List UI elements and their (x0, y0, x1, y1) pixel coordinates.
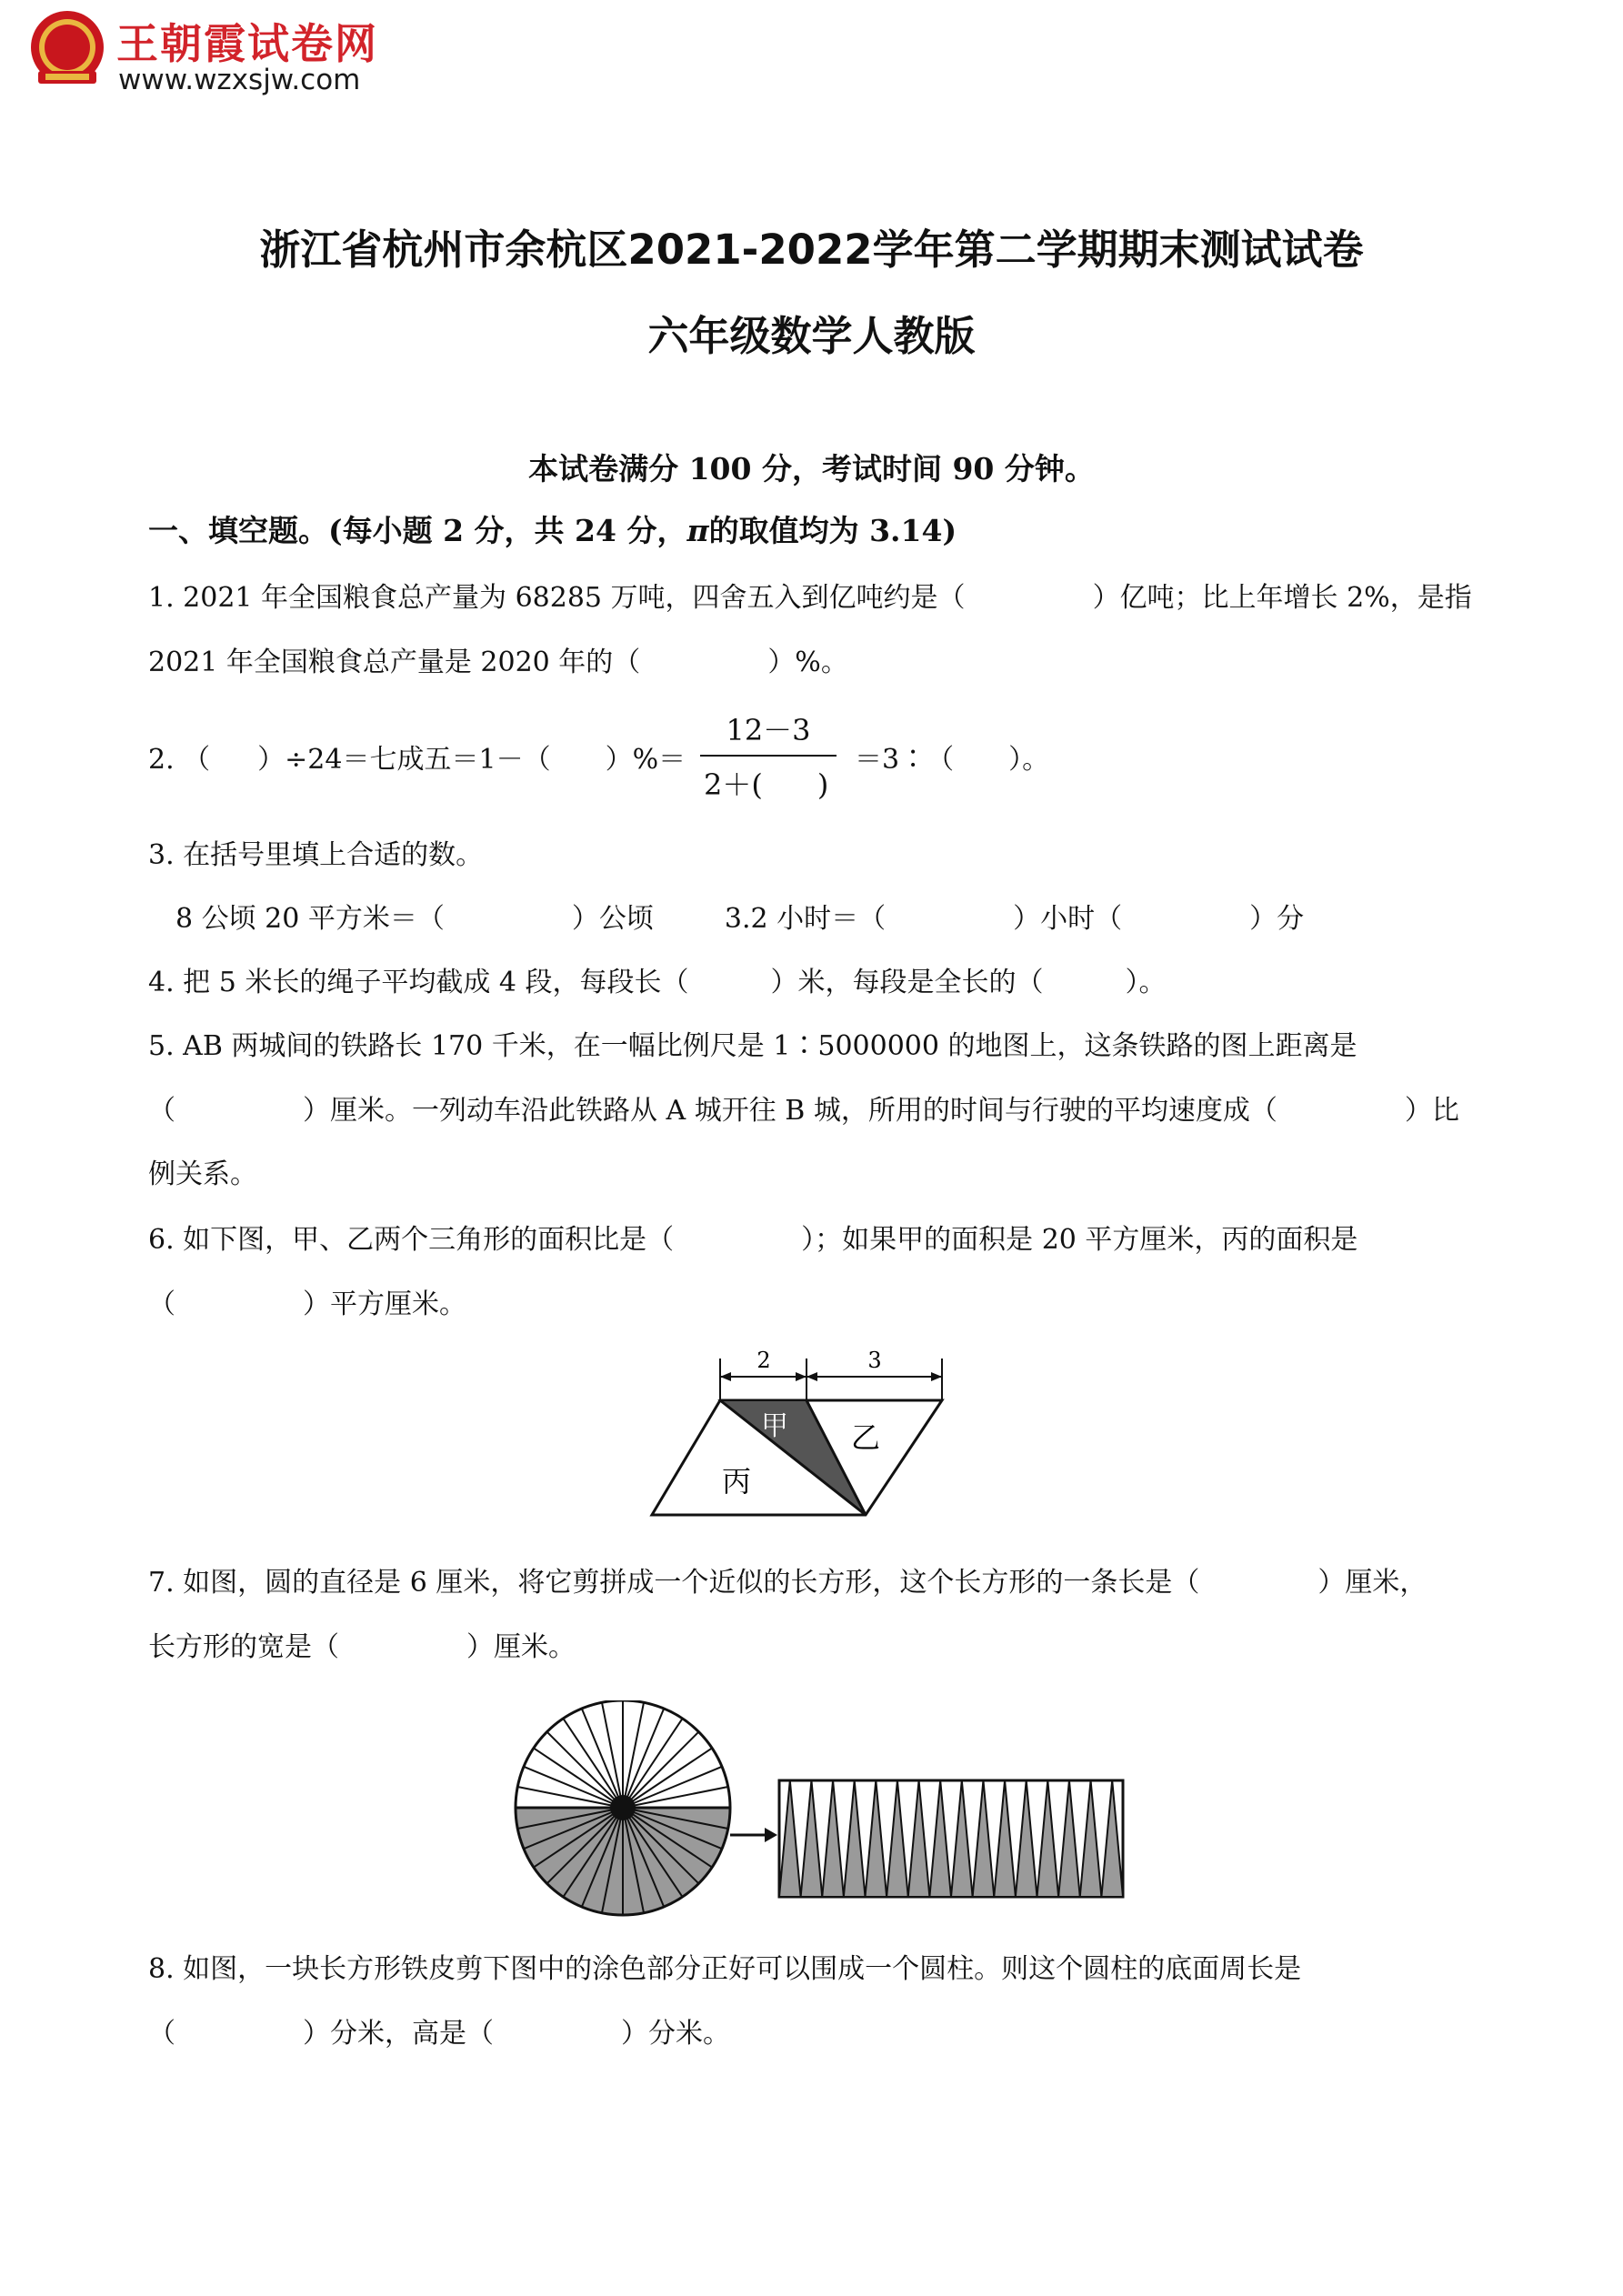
q2-text-c: ）%＝ (605, 744, 686, 776)
q3-text-c: 3.2 小时＝（ (724, 903, 887, 935)
q2-text-b: ）÷24＝七成五＝1－（ (257, 744, 551, 776)
q7-text-d: ）厘米。 (466, 1631, 576, 1663)
fraction-bar (700, 755, 837, 757)
q6-text-d: ）平方厘米。 (303, 1288, 466, 1320)
exam-subtitle: 六年级数学人教版 (647, 312, 976, 360)
question-5-line3: 例关系。 (148, 1158, 257, 1190)
section-heading-tail: 的取值均为 3.14) (708, 513, 957, 548)
sector-spoke (623, 1732, 698, 1808)
site-logo-icon (25, 7, 109, 91)
q8-text-c: ）分米。 (621, 2018, 730, 2050)
exam-note: 本试卷满分 100 分，考试时间 90 分钟。 (528, 451, 1095, 486)
q3-text-d: ）小时（ (1013, 903, 1123, 935)
q2-text-a: 2. （ (148, 744, 211, 776)
q7-text-a: 7. 如图，圆的直径是 6 厘米，将它剪拼成一个近似的长方形，这个长方形的一条长是（ (148, 1567, 1200, 1599)
q2-fraction (700, 707, 837, 804)
question-7-line2 (148, 1624, 576, 1664)
q2-fraction-numerator: 12－3 (726, 713, 811, 747)
section-heading (148, 507, 957, 550)
q2-text-e: ）。 (1008, 744, 1050, 776)
dim-label-2: 2 (756, 1348, 771, 1373)
q1-text-a: 1. 2021 年全国粮食总产量为 68285 万吨，四舍五入到亿吨约是（ (148, 582, 966, 614)
q3-text-a: 8 公顷 20 平方米＝（ (175, 903, 445, 935)
q5-text-a: （ (148, 1095, 175, 1127)
section-heading-text: 一、填空题。(每小题 2 分，共 24 分， (148, 513, 687, 548)
q4-text-a: 4. 把 5 米长的绳子平均截成 4 段，每段长（ (148, 967, 689, 998)
question-2-tail (855, 737, 1049, 777)
question-3-line2 (175, 896, 1304, 936)
site-url[interactable]: www.wzxsjw.com (118, 64, 361, 96)
question-2 (148, 737, 686, 777)
q7-circle-rectangle-figure (505, 1700, 1141, 1919)
pi-symbol: π (686, 513, 709, 548)
sector-spoke (547, 1732, 623, 1808)
approx-rectangle (779, 1780, 1123, 1897)
q6-triangle-figure (636, 1346, 964, 1528)
q6-text-a: 6. 如下图，甲、乙两个三角形的面积比是（ (148, 1224, 675, 1256)
q6-text-b: ）；如果甲的面积是 20 平方厘米，丙的面积是 (801, 1224, 1358, 1256)
exam-title: 浙江省杭州市余杭区2021-2022学年第二学期期末测试试卷 (259, 226, 1364, 274)
q1-text-d: ）%。 (767, 647, 848, 678)
q5-text-b: ）厘米。一列动车沿此铁路从 A 城开往 B 城，所用的时间与行驶的平均速度成（ (303, 1095, 1277, 1127)
q6-text-c: （ (148, 1288, 175, 1320)
label-jia: 甲 (761, 1410, 788, 1442)
q8-text-a: （ (148, 2018, 175, 2050)
q1-text-b: ）亿吨；比上年增长 2%，是指 (1092, 582, 1472, 614)
question-4 (148, 959, 1166, 999)
question-7 (148, 1559, 1427, 1599)
sector-circle (516, 1700, 730, 1915)
q8-text-b: ）分米，高是（ (303, 2018, 494, 2050)
q7-text-b: ）厘米， (1317, 1567, 1428, 1599)
question-6 (148, 1217, 1358, 1257)
question-8-line2 (148, 2010, 730, 2050)
q2-text-d: ＝3∶（ (855, 744, 955, 776)
label-yi: 乙 (850, 1420, 881, 1455)
label-bing: 丙 (721, 1464, 752, 1499)
question-5: 5. AB 两城间的铁路长 170 千米，在一幅比例尺是 1∶5000000 的地图上，这条铁路的图上距离是 (148, 1030, 1358, 1062)
question-1-line2 (148, 639, 848, 679)
question-1 (148, 575, 1472, 615)
question-3: 3. 在括号里填上合适的数。 (148, 839, 484, 871)
q3-text-e: ）分 (1249, 903, 1305, 935)
q4-text-c: ）。 (1125, 967, 1167, 998)
q5-text-c: ）比 (1404, 1095, 1459, 1127)
dim-label-3: 3 (867, 1348, 882, 1373)
q7-text-c: 长方形的宽是（ (148, 1631, 339, 1663)
q4-text-b: ）米，每段是全长的（ (770, 967, 1044, 998)
q2-fraction-denominator: 2＋( ) (704, 767, 829, 802)
q1-text-c: 2021 年全国粮食总产量是 2020 年的（ (148, 647, 641, 678)
site-name: 王朝霞试卷网 (116, 19, 378, 68)
arrow-icon (765, 1828, 777, 1842)
q3-text-b: ）公顷 (571, 903, 654, 935)
question-6-line2 (148, 1281, 466, 1321)
question-8: 8. 如图，一块长方形铁皮剪下图中的涂色部分正好可以围成一个圆柱。则这个圆柱的底面周长是 (148, 1953, 1302, 1985)
question-5-line2 (148, 1088, 1459, 1128)
